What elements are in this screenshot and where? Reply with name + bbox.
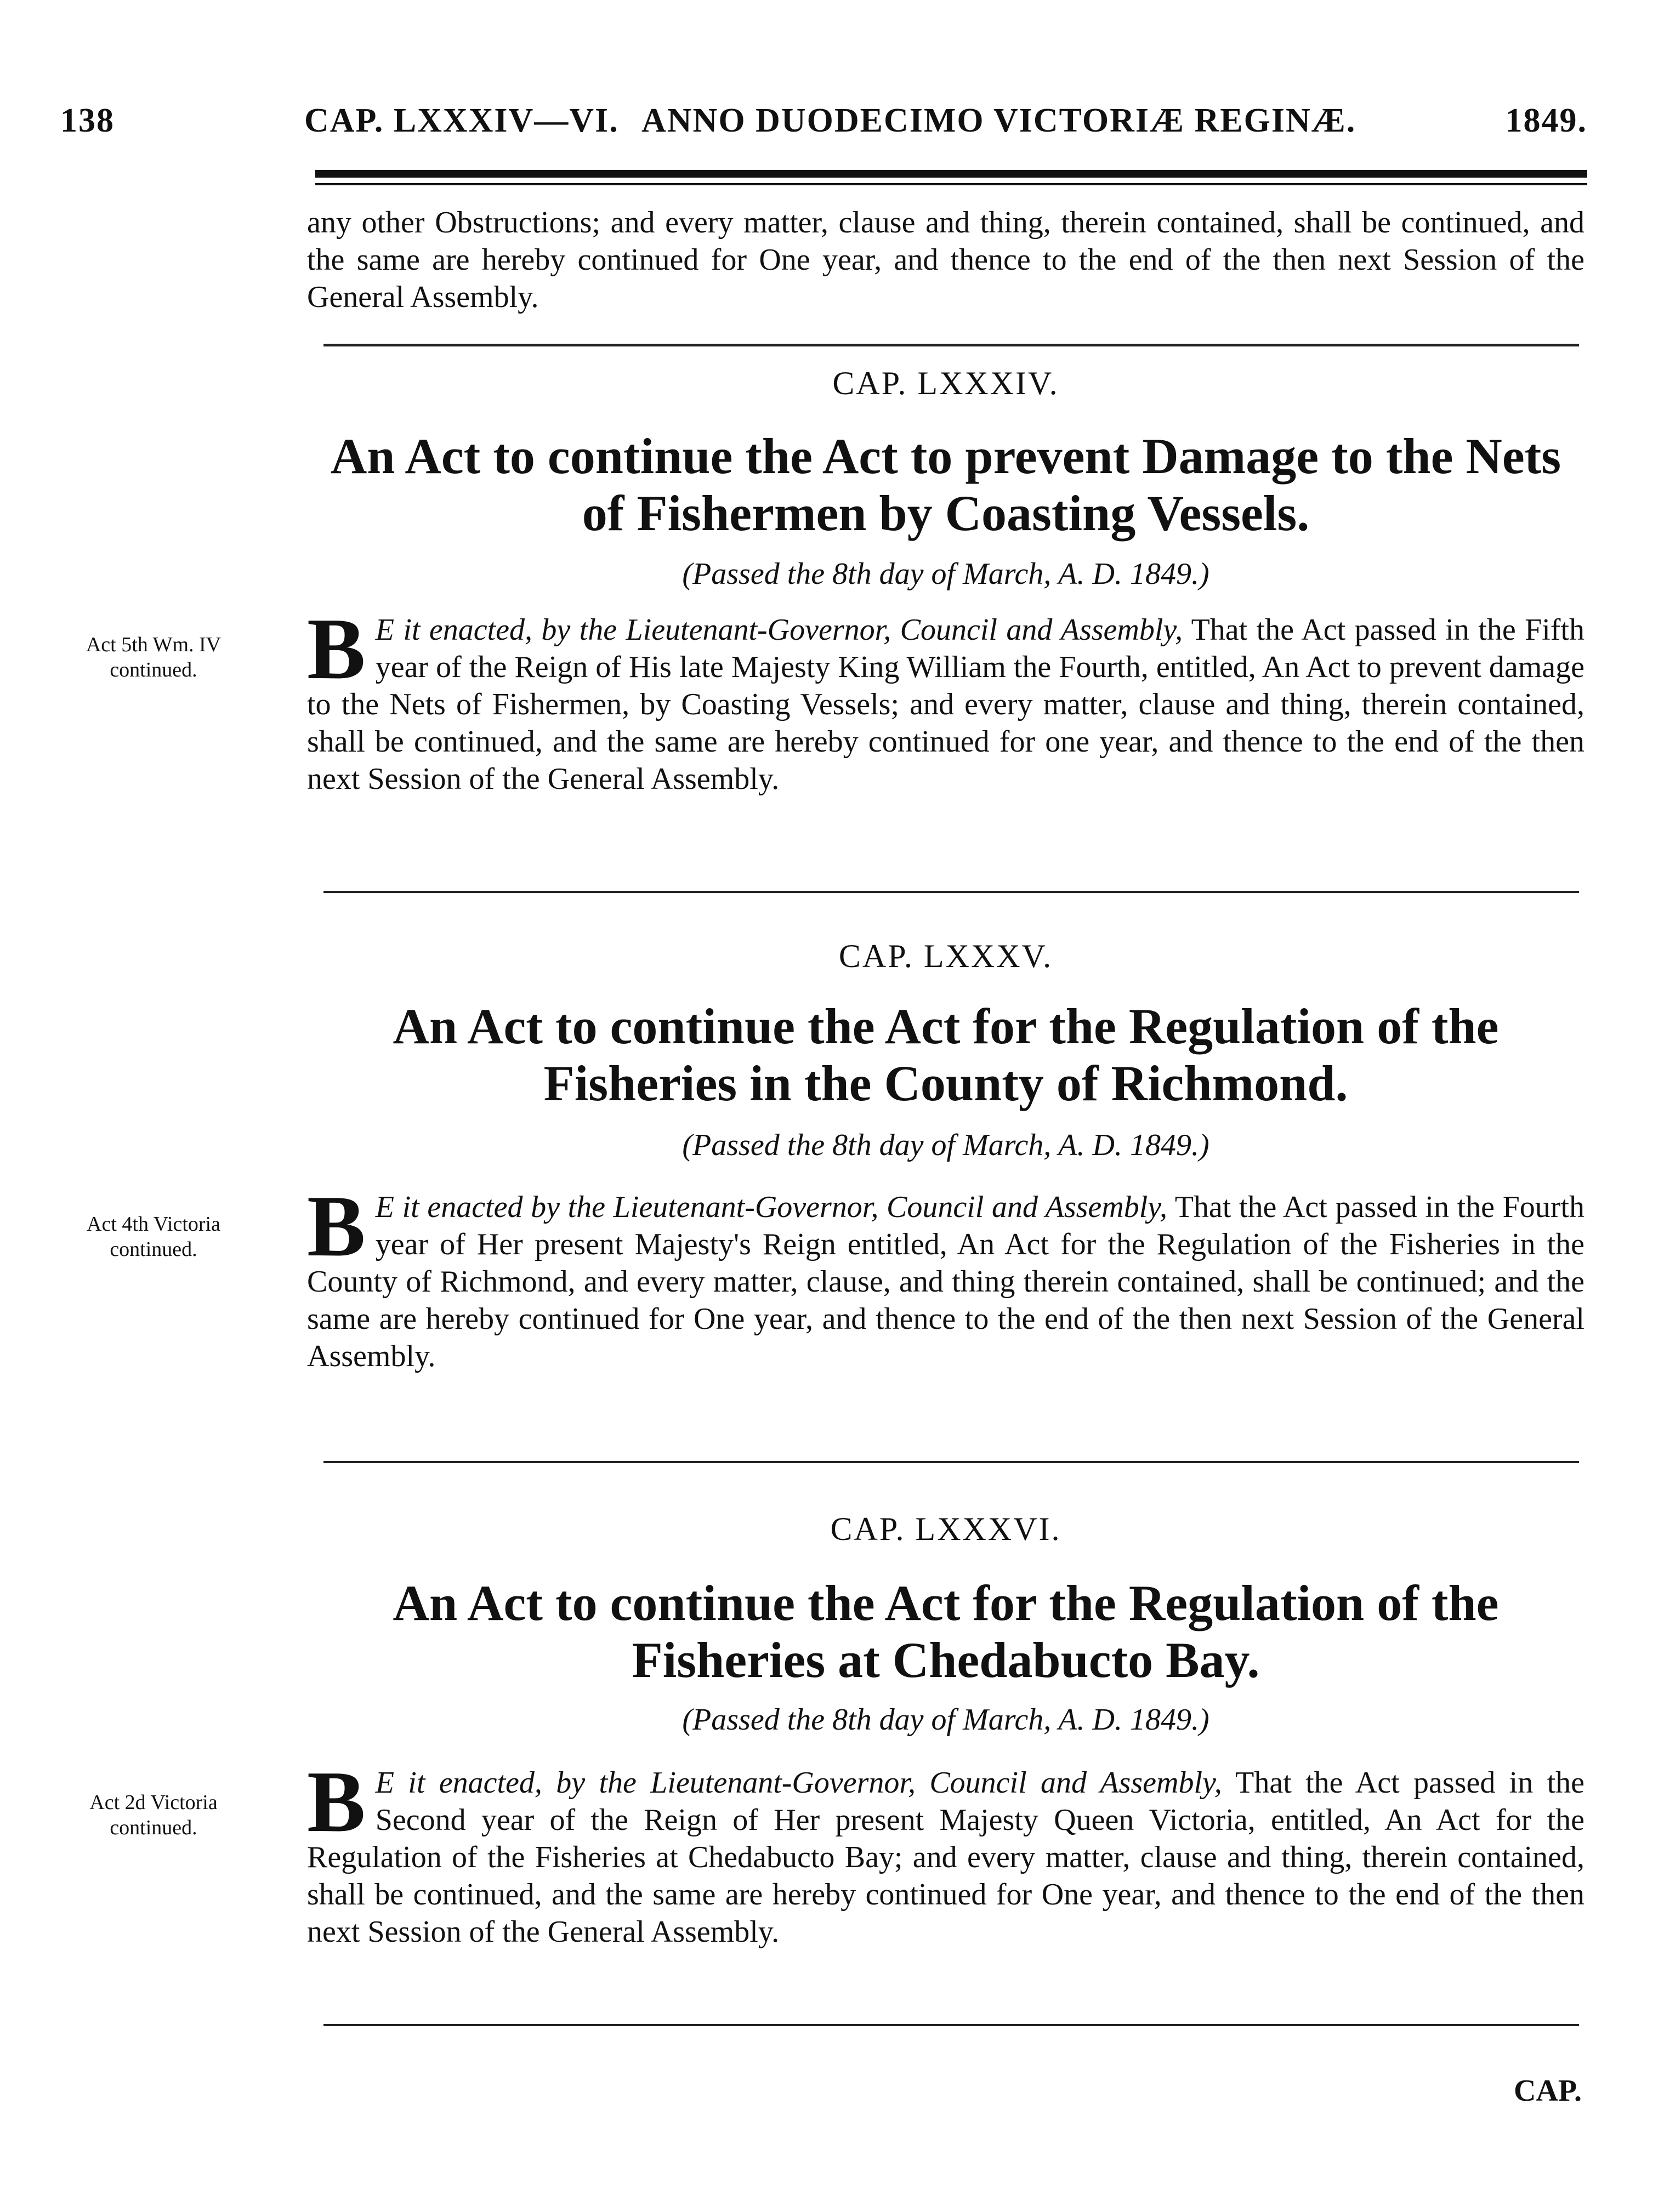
page-number: 138 (60, 102, 115, 139)
section-divider (323, 1461, 1579, 1463)
act-body (307, 600, 1585, 798)
passed-date: (Passed the 8th day of March, A. D. 1849.) (682, 557, 1209, 591)
enacting-clause: E it enacted, by the Lieutenant-Governor, Council and Assembly, (375, 1766, 1222, 1800)
header-rule-thin (315, 183, 1587, 185)
running-title: ANNO DUODECIMO VICTORIÆ REGINÆ. (641, 102, 1356, 139)
act-text: That the Act passed in the Fifth year of the Reign of His late Majesty King William the Fourth, entitled, An Act to prevent damage to the Nets of Fishermen, by Coasting Vessels; and every matter, clause and thing, therein contained, shall be continued, and the same are hereby continued for one year, and thence to the end of the then next Session of the General Assembly. (307, 613, 1585, 796)
chapter-heading: CAP. LXXXV. (838, 938, 1053, 974)
act-title: An Act to continue the Act for the Regulation of the Fisheries at Chedabucto Bay. (393, 1575, 1499, 1688)
section-divider (323, 344, 1579, 346)
section-divider (323, 891, 1579, 893)
margin-note: Act 5th Wm. IV continued. (86, 633, 222, 681)
header-rule (315, 170, 1587, 178)
chapter-heading: CAP. LXXXIV. (832, 365, 1059, 401)
act-title: An Act to continue the Act for the Regulation of the Fisheries in the County of Richmond. (393, 998, 1499, 1111)
continuation-paragraph: any other Obstructions; and every matter, clause and thing, therein contained, shall be continued, and the same are hereby continued for One year, and thence to the end of the then next Session of the General Assembly. (307, 206, 1585, 314)
act-text: That the Act passed in the Second year of the Reign of Her present Majesty Queen Victoria, entitled, An Act for the Regulation of the Fisheries at Chedabucto Bay; and every matter, clause and thing, therein contained, shall be continued, and the same are hereby continued for One year, and thence to the end of the then next Session of the General Assembly. (307, 1766, 1585, 1949)
act-title: An Act to continue the Act to prevent Damage to the Nets of Fishermen by Coasting Vessels. (330, 428, 1561, 541)
act-body (307, 1177, 1585, 1375)
drop-cap: B (307, 1753, 366, 1850)
act-body (307, 1753, 1585, 1951)
drop-cap: B (307, 1177, 366, 1275)
section-divider (323, 2024, 1579, 2026)
chapter-range: CAP. LXXXIV—VI. (304, 102, 619, 139)
passed-date: (Passed the 8th day of March, A. D. 1849.) (682, 1128, 1209, 1162)
passed-date: (Passed the 8th day of March, A. D. 1849.) (682, 1703, 1209, 1737)
page-year: 1849. (1505, 102, 1587, 139)
enacting-clause: E it enacted, by the Lieutenant-Governor, Council and Assembly, (375, 613, 1183, 647)
margin-note: Act 4th Victoria continued. (87, 1213, 220, 1261)
drop-cap: B (307, 600, 366, 697)
margin-note: Act 2d Victoria continued. (89, 1791, 218, 1839)
act-text: That the Act passed in the Fourth year of Her present Majesty's Reign entitled, An Act for the Regulation of the Fisheries in the County of Richmond, and every matter, clause, and thing therein contained, shall be continued; and the same are hereby continued for One year, and thence to the end of the then next Session of the General Assembly. (307, 1190, 1585, 1373)
chapter-heading: CAP. LXXXVI. (830, 1511, 1061, 1547)
enacting-clause: E it enacted by the Lieutenant-Governor, Council and Assembly, (375, 1190, 1168, 1224)
catchword: CAP. (1514, 2074, 1582, 2108)
